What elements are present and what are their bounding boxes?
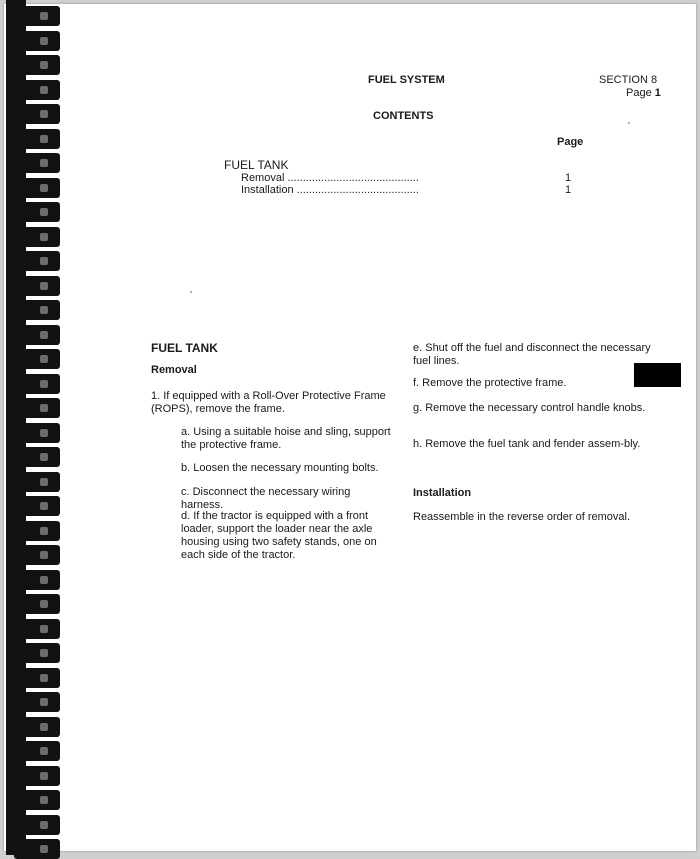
binding-ring xyxy=(14,839,60,859)
contents-page-column: Page xyxy=(557,136,584,148)
step-d: d. If the tractor is equipped with a front loader, support the loader near the axle housing using two safety stands, one on each side of the tractor. xyxy=(181,510,377,561)
binding-ring xyxy=(14,374,60,394)
binding-ring xyxy=(14,570,60,590)
page-title: FUEL SYSTEM xyxy=(368,74,445,86)
binding-ring xyxy=(14,423,60,443)
binding-ring xyxy=(14,692,60,712)
binding-ring xyxy=(14,594,60,614)
binding-ring xyxy=(14,790,60,810)
binding-ring xyxy=(14,447,60,467)
step-a: a. Using a suitable hoise and sling, support the protective frame. xyxy=(181,426,391,451)
binding-ring xyxy=(14,31,60,51)
contents-heading: CONTENTS xyxy=(373,110,434,122)
binding-ring xyxy=(14,6,60,26)
binding-ring xyxy=(14,398,60,418)
binding-ring xyxy=(14,153,60,173)
binding-ring xyxy=(14,104,60,124)
page-indicator xyxy=(626,87,661,100)
scan-speck xyxy=(190,291,192,293)
binding-ring xyxy=(14,643,60,663)
installation-text: Reassemble in the reverse order of removal. xyxy=(413,511,631,523)
step-f: f. Remove the protective frame. xyxy=(413,377,567,389)
binding-ring xyxy=(14,545,60,565)
binding-ring xyxy=(14,741,60,761)
contents-entry-leader: ........................................... xyxy=(287,172,419,184)
binding-ring xyxy=(14,815,60,835)
binding-ring xyxy=(14,55,60,75)
step-g: g. Remove the necessary control handle knobs. xyxy=(413,402,646,414)
binding-ring xyxy=(14,349,60,369)
installation-heading: Installation xyxy=(413,487,472,499)
step-1: 1. If equipped with a Roll-Over Protective Frame (ROPS), remove the frame. xyxy=(151,390,386,415)
page-number: 1 xyxy=(654,87,661,99)
binding-ring xyxy=(14,227,60,247)
contents-entry-label: Removal xyxy=(241,172,285,184)
section-heading: FUEL TANK xyxy=(151,341,218,355)
step-c: c. Disconnect the necessary wiring harness. xyxy=(181,486,351,511)
step-e: e. Shut off the fuel and disconnect the necessary fuel lines. xyxy=(413,342,651,367)
contents-entry-leader: ........................................ xyxy=(296,184,419,196)
binding-ring xyxy=(14,178,60,198)
section-label: SECTION 8 xyxy=(599,74,658,86)
spiral-binding xyxy=(0,0,60,855)
step-b: b. Loosen the necessary mounting bolts. xyxy=(181,462,379,474)
binding-ring xyxy=(14,300,60,320)
binding-ring xyxy=(14,668,60,688)
binding-ring xyxy=(14,276,60,296)
contents-group: FUEL TANK xyxy=(224,158,289,172)
page-label: Page xyxy=(626,87,652,99)
contents-entry-label: Installation xyxy=(241,184,294,196)
contents-entry-page: 1 xyxy=(565,172,572,184)
binding-ring xyxy=(14,251,60,271)
step-h: h. Remove the fuel tank and fender assem-bly. xyxy=(413,438,641,450)
contents-entry xyxy=(241,184,419,197)
removal-heading: Removal xyxy=(151,364,197,376)
binding-ring xyxy=(14,80,60,100)
binding-ring xyxy=(14,717,60,737)
binding-ring xyxy=(14,472,60,492)
binding-ring xyxy=(14,496,60,516)
binding-ring xyxy=(14,521,60,541)
contents-entry-page: 1 xyxy=(565,184,572,196)
redaction-mark xyxy=(634,363,681,387)
binding-ring xyxy=(14,325,60,345)
binding-ring xyxy=(14,202,60,222)
binding-ring xyxy=(14,619,60,639)
scan-speck xyxy=(628,122,630,124)
binding-ring xyxy=(14,766,60,786)
binding-ring xyxy=(14,129,60,149)
